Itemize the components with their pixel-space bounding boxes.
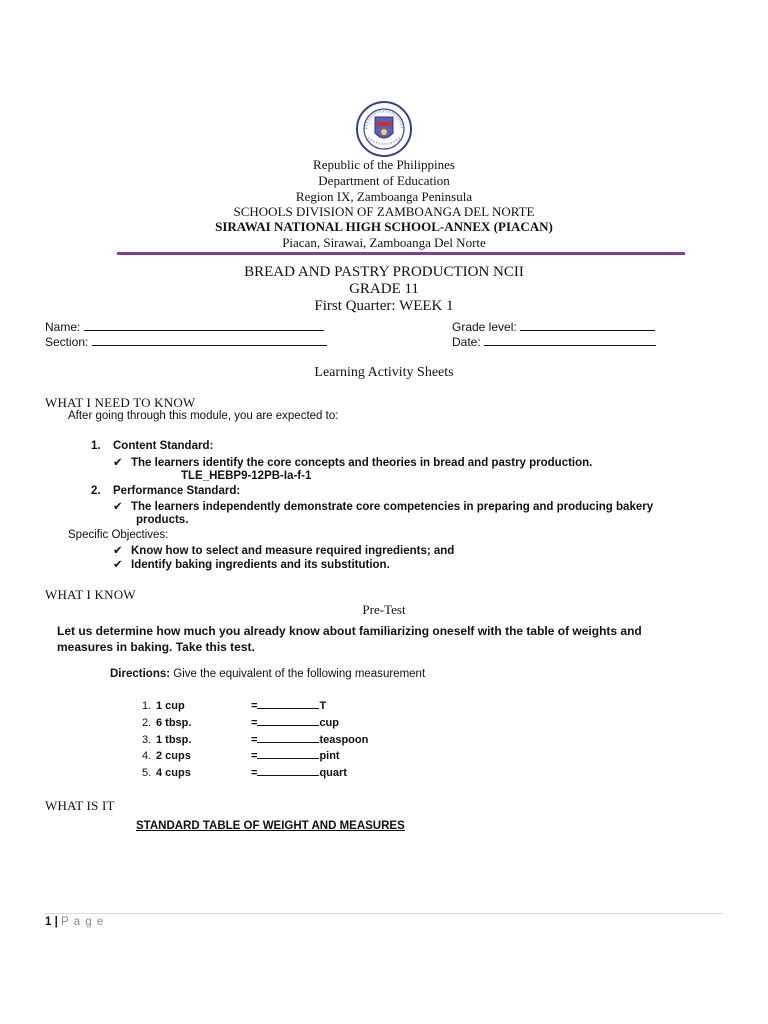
measurement-row — [142, 732, 368, 746]
performance-standard-label: Performance Standard: — [113, 485, 241, 497]
content-standard-text: The learners identify the core concepts and theories in bread and pastry production. — [131, 457, 593, 469]
grade-level-blank[interactable] — [520, 318, 655, 331]
date-field — [452, 333, 656, 349]
answer-blank[interactable] — [257, 748, 319, 759]
pretest-title: Pre-Test — [362, 602, 406, 617]
measurement-number: 1. — [142, 700, 152, 712]
name-label: Name: — [45, 320, 81, 334]
answer-blank[interactable] — [257, 715, 319, 726]
checkmark-icon: ✔ — [113, 501, 123, 513]
header-divider — [117, 252, 685, 255]
objective-item-1 — [113, 543, 454, 557]
deped-seal-icon — [355, 100, 413, 158]
measurement-number: 5. — [142, 767, 152, 780]
section-heading-what-is-it: WHAT IS IT — [45, 798, 115, 813]
measurement-unit: T — [319, 700, 327, 712]
grade-level-field — [452, 318, 655, 334]
section-blank[interactable] — [92, 333, 327, 346]
measurement-number: 3. — [142, 733, 152, 746]
section-heading-what-i-know: WHAT I KNOW — [45, 587, 136, 602]
measurement-unit: cup — [319, 716, 339, 729]
measurement-row — [142, 715, 339, 729]
measurement-item: 1 cup — [156, 700, 185, 712]
page-separator: | — [54, 916, 58, 928]
footer-divider — [45, 913, 723, 914]
measurement-number: 4. — [142, 750, 152, 763]
measurement-item: 2 cups — [156, 750, 191, 763]
page-word: P a g e — [61, 916, 105, 928]
measurement-row — [142, 698, 326, 712]
grade-level-label: Grade level: — [452, 320, 517, 334]
list-item-number-2: 2. — [91, 485, 101, 497]
page-footer — [45, 916, 104, 928]
measurement-number: 2. — [142, 716, 152, 729]
grade-title: GRADE 11 — [349, 281, 419, 297]
quarter-title: First Quarter: WEEK 1 — [314, 298, 454, 314]
name-blank[interactable] — [84, 318, 324, 331]
pretest-intro-line1: Let us determine how much you already know about familiarizing oneself with the table of weights and — [57, 624, 642, 638]
specific-objectives-label: Specific Objectives: — [68, 529, 169, 541]
header-department: Department of Education — [318, 173, 450, 188]
measurement-item: 6 tbsp. — [156, 716, 192, 729]
header-division: SCHOOLS DIVISION OF ZAMBOANGA DEL NORTE — [233, 204, 535, 219]
measurement-unit: teaspoon — [319, 733, 369, 746]
equals-sign: = — [251, 733, 258, 746]
checkmark-icon: ✔ — [113, 457, 123, 469]
content-standard-item — [113, 455, 723, 469]
objective-text-1: Know how to select and measure required ingredients; and — [131, 545, 455, 557]
header-region: Region IX, Zamboanga Peninsula — [295, 189, 473, 204]
measurement-row — [142, 765, 347, 779]
name-field — [45, 318, 324, 334]
measurement-unit: quart — [319, 767, 347, 780]
measurement-unit: pint — [319, 750, 340, 763]
performance-standard-item — [113, 499, 723, 513]
competency-code: TLE_HEBP9-12PB-Ia-f-1 — [181, 470, 312, 482]
equals-sign: = — [251, 716, 258, 729]
pretest-intro-line2: measures in baking. Take this test. — [57, 640, 255, 654]
checkmark-icon: ✔ — [113, 559, 123, 571]
header-school: SIRAWAI NATIONAL HIGH SCHOOL-ANNEX (PIACAN) — [215, 219, 553, 234]
directions-text: Give the equivalent of the following measurement — [170, 668, 426, 680]
list-item-number-1: 1. — [91, 440, 101, 452]
sheet-title: Learning Activity Sheets — [314, 365, 454, 380]
date-blank[interactable] — [484, 333, 656, 346]
equals-sign: = — [251, 700, 258, 712]
performance-standard-text-cont: products. — [136, 514, 189, 526]
performance-standard-text: The learners independently demonstrate core competencies in preparing and producing bakery — [131, 501, 654, 513]
measurement-row — [142, 748, 340, 762]
measurement-item: 4 cups — [156, 767, 191, 780]
checkmark-icon: ✔ — [113, 545, 123, 557]
measurement-item: 1 tbsp. — [156, 733, 192, 746]
content-standard-label: Content Standard: — [113, 440, 214, 452]
directions — [110, 668, 425, 680]
section-heading-need-to-know: WHAT I NEED TO KNOW — [45, 395, 196, 410]
answer-blank[interactable] — [257, 698, 319, 709]
equals-sign: = — [251, 750, 258, 763]
objective-text-2: Identify baking ingredients and its substitution. — [131, 559, 390, 571]
header-republic: Republic of the Philippines — [313, 157, 455, 172]
section-field — [45, 333, 327, 349]
answer-blank[interactable] — [257, 732, 319, 743]
objective-item-2 — [113, 557, 390, 571]
equals-sign: = — [251, 767, 258, 780]
header-address: Piacan, Sirawai, Zamboanga Del Norte — [282, 235, 486, 250]
answer-blank[interactable] — [257, 765, 319, 776]
date-label: Date: — [452, 335, 481, 349]
subject-title: BREAD AND PASTRY PRODUCTION NCII — [244, 264, 524, 280]
section-label: Section: — [45, 335, 89, 349]
page-number: 1 — [45, 916, 52, 928]
intro-text: After going through this module, you are expected to: — [68, 410, 339, 422]
table-title: STANDARD TABLE OF WEIGHT AND MEASURES — [136, 820, 405, 832]
directions-label: Directions: — [110, 668, 171, 680]
